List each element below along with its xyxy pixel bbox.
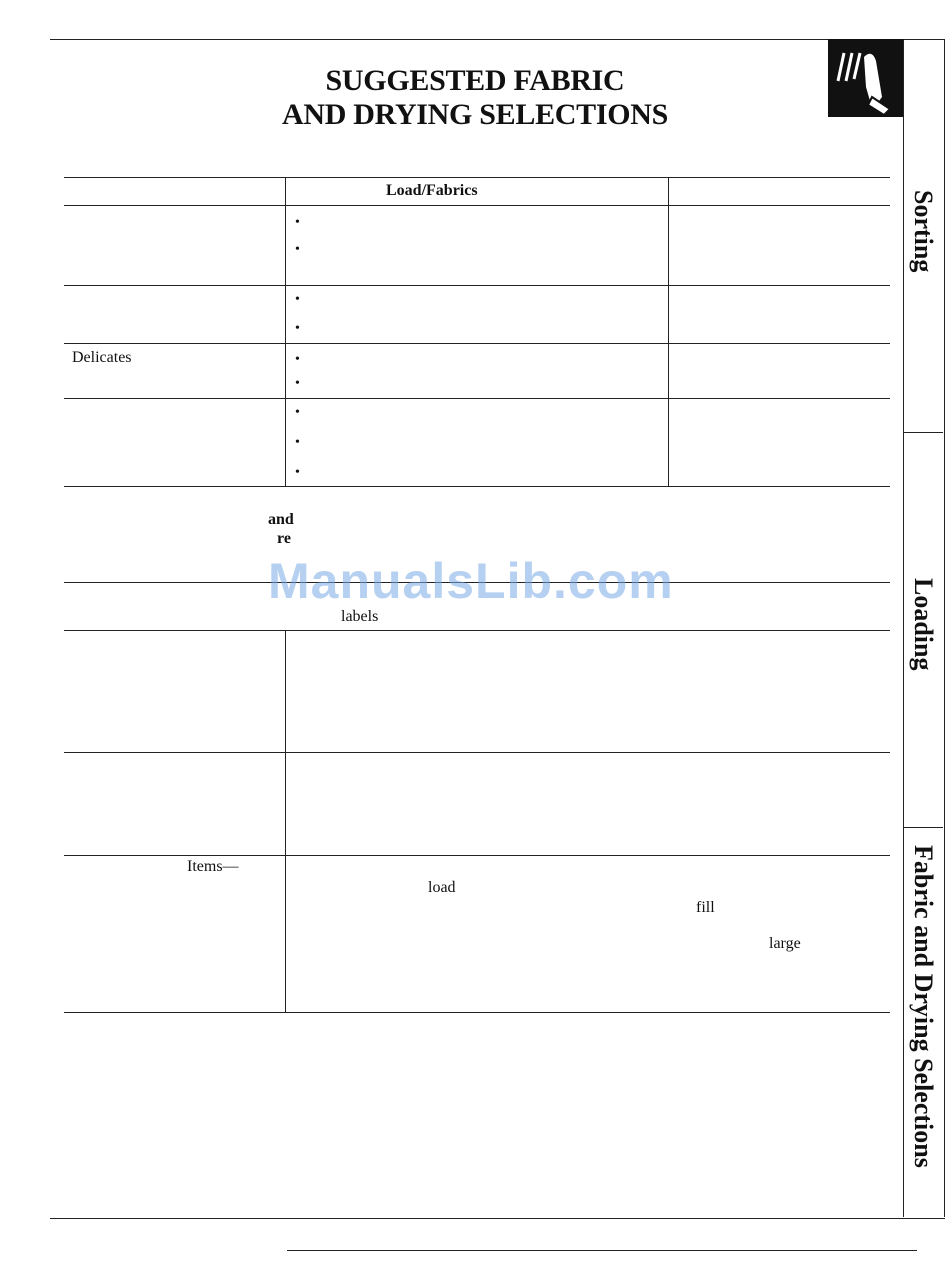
text-fragment-fill: fill [696, 899, 715, 916]
page-top-rule [50, 39, 945, 40]
table-top-rule [64, 177, 890, 178]
watermark: ManualsLib.com [268, 553, 674, 609]
list-item-bullet: • [295, 215, 300, 230]
text-fragment-labels: labels [341, 608, 379, 625]
footer-rule [287, 1250, 917, 1251]
lower-table-row-rule-2 [64, 855, 890, 856]
text-fragment-re: re [277, 530, 291, 547]
hand-pointing-icon [828, 39, 904, 117]
tab-divider-2 [903, 827, 943, 828]
table-row-rule-2 [64, 343, 890, 344]
list-item-bullet: • [295, 465, 300, 480]
page-title-line1: SUGGESTED FABRIC [325, 64, 625, 97]
tab-sorting: Sorting [909, 190, 938, 273]
lower-table-col-divider [285, 630, 286, 1012]
page-title [200, 64, 750, 132]
table-col-divider-1 [285, 177, 286, 486]
text-fragment-and: and [268, 511, 294, 528]
list-item-bullet: • [295, 292, 300, 307]
list-item-bullet: • [295, 321, 300, 336]
page-title-line2: AND DRYING SELECTIONS [281, 98, 669, 131]
lower-table-row-rule-1 [64, 752, 890, 753]
table-row-rule-3 [64, 398, 890, 399]
tab-fabric-and-drying-selections: Fabric and Drying Selections [909, 845, 938, 1168]
tab-divider-1 [903, 432, 943, 433]
text-fragment-items: Items— [187, 858, 239, 875]
page-bottom-rule [50, 1218, 945, 1219]
list-item-bullet: • [295, 435, 300, 450]
text-fragment-load: load [428, 879, 456, 896]
list-item-bullet: • [295, 376, 300, 391]
list-item-bullet: • [295, 352, 300, 367]
list-item-bullet: • [295, 242, 300, 257]
table-bottom-rule [64, 486, 890, 487]
column-header-load-fabrics: Load/Fabrics [386, 182, 478, 199]
lower-table-top-rule [64, 630, 890, 631]
table-header-rule [64, 205, 890, 206]
table-col-divider-2 [668, 177, 669, 486]
lower-table-bottom-rule [64, 1012, 890, 1013]
row-label-delicates: Delicates [72, 349, 132, 366]
list-item-bullet: • [295, 405, 300, 420]
text-fragment-large: large [769, 935, 801, 952]
tab-loading: Loading [909, 578, 938, 671]
table-row-rule-1 [64, 285, 890, 286]
